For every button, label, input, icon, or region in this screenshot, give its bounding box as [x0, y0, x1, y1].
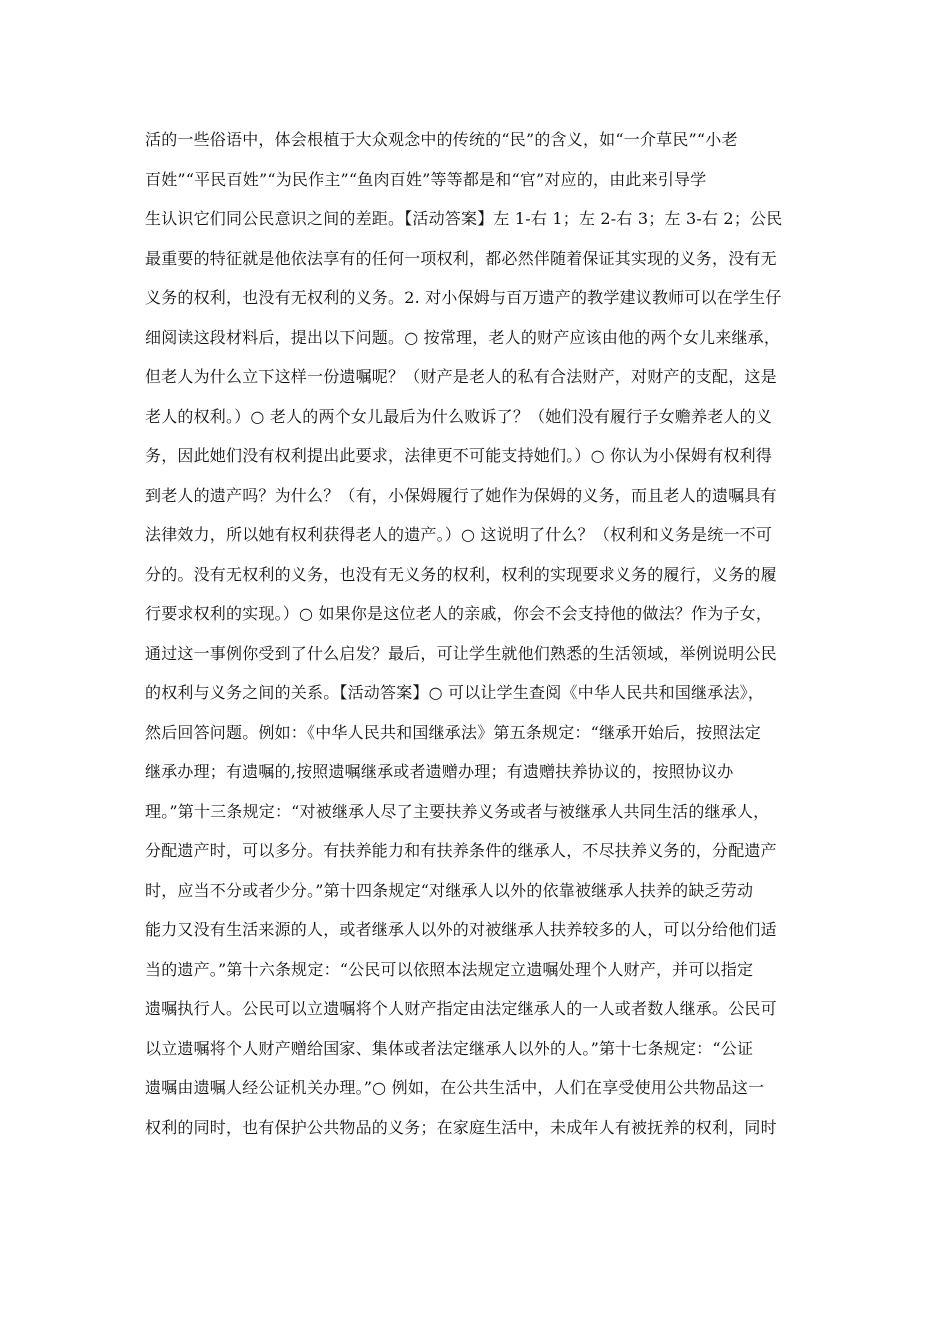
text-line-22: 当的遗产。”第十六条规定：“公民可以依照本法规定立遗嘱处理个人财产，并可以指定 [145, 959, 754, 979]
text-line-4: 最重要的特征就是他依法享有的任何一项权利，都必然伴随着保证其实现的义务，没有无 [145, 248, 777, 268]
text-line-16: 然后回答问题。例如：《中华人民共和国继承法》第五条规定：“继承开始后，按照法定 [145, 722, 761, 742]
text-line-13: 行要求权利的实现。）○ 如果你是这位老人的亲戚，你会不会支持他的做法？作为子女， [145, 604, 773, 623]
text-line-8: 老人的权利。）○ 老人的两个女儿最后为什么败诉了？（她们没有履行子女赡养老人的义 [145, 406, 773, 426]
text-line-20: 时，应当不分或者少分。”第十四条规定“对继承人以外的依靠被继承人扶养的缺乏劳动 [145, 880, 754, 900]
text-line-1: 活的一些俗语中，体会根植于大众观念中的传统的“民”的含义，如“一介草民”“小老 [145, 130, 738, 149]
text-line-24: 以立遗嘱将个人财产赠给国家、集体或者法定继承人以外的人。”第十七条规定：“公证 [145, 1038, 754, 1058]
text-line-2: 百姓”“平民百姓”“为民作主”“鱼肉百姓”等等都是和“官”对应的，由此来引导学 [145, 169, 707, 189]
text-line-14: 通过这一事例你受到了什么启发？最后，可让学生就他们熟悉的生活领域，举例说明公民 [145, 643, 777, 663]
body-text [145, 120, 815, 1147]
text-line-9: 务，因此她们没有权利提出此要求，法律更不可能支持她们。）○ 你认为小保姆有权利得 [145, 446, 773, 465]
text-line-18: 理。”第十三条规定：“对被继承人尽了主要扶养义务或者与被继承人共同生活的继承人， [145, 801, 770, 821]
text-line-3: 生认识它们同公民意识之间的差距。【活动答案】左 1-右 1；左 2-右 3；左 3-右 2；公民 [145, 209, 783, 228]
text-line-21: 能力又没有生活来源的人，或者继承人以外的对被继承人扶养较多的人，可以分给他们适 [145, 920, 777, 939]
text-line-5: 义务的权利，也没有无权利的义务。2. 对小保姆与百万遗产的教学建议教师可以在学生仔 [145, 288, 782, 307]
text-line-12: 分的。没有无权利的义务，也没有无义务的权利，权利的实现要求义务的履行，义务的履 [145, 564, 777, 584]
text-line-26: 权利的同时，也有保护公共物品的义务；在家庭生活中，未成年人有被抚养的权利，同时 [145, 1117, 777, 1137]
text-line-23: 遗嘱执行人。公民可以立遗嘱将个人财产指定由法定继承人的一人或者数人继承。公民可 [145, 999, 777, 1018]
text-line-10: 到老人的遗产吗？为什么？（有，小保姆履行了她作为保姆的义务，而且老人的遗嘱具有 [145, 485, 777, 505]
text-line-17: 继承办理；有遗嘱的,按照遗嘱继承或者遗赠办理；有遗赠扶养协议的，按照协议办 [145, 762, 734, 781]
text-line-11: 法律效力，所以她有权利获得老人的遗产。）○ 这说明了什么？（权利和义务是统一不可 [145, 525, 773, 544]
text-line-6: 细阅读这段材料后，提出以下问题。○ 按常理，老人的财产应该由他的两个女儿来继承， [145, 327, 781, 347]
text-line-25: 遗嘱由遗嘱人经公证机关办理。”○ 例如，在公共生活中，人们在享受使用公共物品这一 [145, 1078, 765, 1097]
text-line-7: 但老人为什么立下这样一份遗嘱呢？（财产是老人的私有合法财产，对财产的支配，这是 [145, 367, 777, 386]
text-line-15: 的权利与义务之间的关系。【活动答案】○ 可以让学生查阅《中华人民共和国继承法》， [145, 683, 765, 702]
text-line-19: 分配遗产时，可以多分。有扶养能力和有扶养条件的继承人，不尽扶养义务的，分配遗产 [145, 841, 777, 860]
